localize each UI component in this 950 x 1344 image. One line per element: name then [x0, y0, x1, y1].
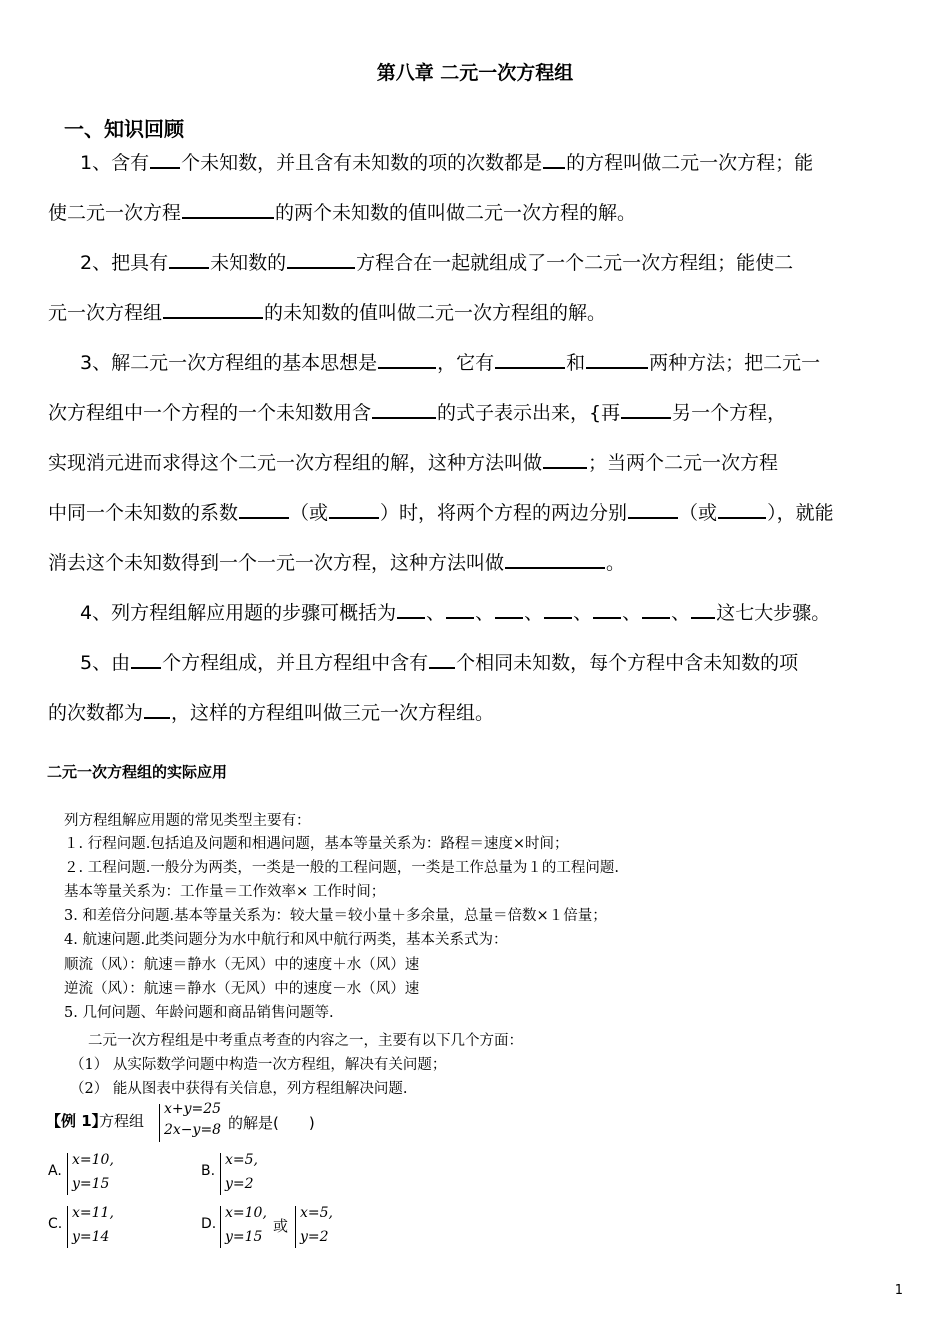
option-d-brace-2: [295, 1206, 296, 1248]
blank[interactable]: [495, 600, 523, 619]
system-equation-2: 2x−y=8: [164, 1122, 222, 1138]
option-c-y: y=14: [72, 1229, 110, 1245]
app-line: （1） 从实际数学问题中构造一次方程组，解决有关问题；: [70, 1057, 447, 1073]
blank[interactable]: [144, 700, 170, 719]
example-suffix: 的解是( ): [228, 1114, 315, 1132]
blank[interactable]: [543, 150, 565, 169]
option-b-x: x=5,: [225, 1152, 258, 1168]
blank[interactable]: [446, 600, 474, 619]
question-2-line-2: 元一次方程组 的未知数的值叫做二元一次方程组的解。: [48, 302, 607, 324]
blank[interactable]: [718, 500, 766, 519]
blank[interactable]: [505, 550, 605, 569]
blank[interactable]: [163, 300, 263, 319]
blank[interactable]: [544, 600, 572, 619]
blank[interactable]: [169, 250, 209, 269]
blank[interactable]: [586, 350, 648, 369]
blank[interactable]: [182, 200, 274, 219]
app-line: 逆流（风）：航速＝静水（无风）中的速度－水（风）速: [64, 981, 420, 997]
blank[interactable]: [239, 500, 289, 519]
question-3-line-2: 次方程组中一个方程的一个未知数用含 的式子表示出来，{再 另一个方程，: [48, 402, 787, 424]
option-d-or: 或: [273, 1217, 289, 1235]
option-b-brace: [220, 1153, 221, 1195]
question-3-line-5: 消去这个未知数得到一个一元一次方程，这种方法叫做 。: [48, 552, 626, 574]
app-line: 4. 航速问题.此类问题分为水中航行和风中航行两类，基本关系式为：: [64, 932, 508, 948]
option-b-y: y=2: [225, 1176, 254, 1192]
option-d-brace: [220, 1206, 221, 1248]
app-line: 二元一次方程组是中考重点考查的内容之一，主要有以下几个方面：: [88, 1033, 523, 1049]
page-number: 1: [894, 1283, 903, 1298]
option-d-y2: y=2: [300, 1229, 329, 1245]
app-line: 列方程组解应用题的常见类型主要有：: [64, 813, 311, 829]
question-3-line-3: 实现消元进而求得这个二元一次方程组的解，这种方法叫做 ；当两个二元一次方程: [48, 452, 779, 474]
page-title: 第八章 二元一次方程组: [376, 62, 574, 84]
option-d-x: x=10,: [225, 1205, 267, 1221]
blank[interactable]: [131, 650, 161, 669]
app-line: １. 行程问题.包括追及问题和相遇问题，基本等量关系为：路程＝速度×时间；: [64, 836, 569, 852]
section-heading-application: 二元一次方程组的实际应用: [47, 763, 228, 781]
question-1-line-1: 1、含有 个未知数，并且含有未知数的项的次数都是 的方程叫做二元一次方程；能: [80, 152, 814, 174]
option-d-y: y=15: [225, 1229, 263, 1245]
app-line: 顺流（风）：航速＝静水（无风）中的速度＋水（风）速: [64, 957, 420, 973]
app-line: 基本等量关系为：工作量＝工作效率× 工作时间；: [64, 884, 386, 900]
app-line: 5. 几何问题、年龄问题和商品销售问题等.: [64, 1005, 334, 1021]
blank[interactable]: [329, 500, 379, 519]
app-line: 3. 和差倍分问题.基本等量关系为：较大量＝较小量＋多余量，总量＝倍数×１倍量；: [64, 908, 607, 924]
option-c-x: x=11,: [72, 1205, 114, 1221]
option-d-x2: x=5,: [300, 1205, 333, 1221]
option-c-letter[interactable]: C.: [48, 1216, 63, 1232]
option-a-brace: [67, 1153, 68, 1195]
option-a-y: y=15: [72, 1176, 110, 1192]
blank[interactable]: [628, 500, 678, 519]
option-a-letter[interactable]: A.: [48, 1163, 62, 1179]
section-heading-review: 一、知识回顾: [64, 117, 184, 141]
question-1-line-2: 使二元一次方程 的两个未知数的值叫做二元一次方程的解。: [48, 202, 637, 224]
blank[interactable]: [287, 250, 355, 269]
blank[interactable]: [397, 600, 425, 619]
blank[interactable]: [691, 600, 715, 619]
system-brace: [159, 1104, 160, 1142]
app-line: （2） 能从图表中获得有关信息，列方程组解决问题.: [70, 1081, 408, 1097]
blank[interactable]: [543, 450, 587, 469]
example-prefix: 方程组: [99, 1112, 145, 1130]
question-5-line-1: 5、由 个方程组成，并且方程组中含有 个相同未知数，每个方程中含未知数的项: [80, 652, 799, 674]
option-c-brace: [67, 1206, 68, 1248]
app-line: ２. 工程问题.一般分为两类，一类是一般的工程问题，一类是工作总量为１的工程问题.: [64, 860, 619, 876]
question-2-line-1: 2、把具有 未知数的 方程合在一起就组成了一个二元一次方程组；能使二: [80, 252, 794, 274]
question-5-line-2: 的次数都为 ，这样的方程组叫做三元一次方程组。: [48, 702, 495, 724]
question-3-line-1: 3、解二元一次方程组的基本思想是 ，它有 和 两种方法；把二元一: [80, 352, 821, 374]
blank[interactable]: [372, 400, 436, 419]
blank[interactable]: [150, 150, 180, 169]
example-label: 【例 1】: [46, 1112, 107, 1130]
blank[interactable]: [429, 650, 455, 669]
blank[interactable]: [593, 600, 621, 619]
system-equation-1: x+y=25: [164, 1101, 222, 1117]
blank[interactable]: [495, 350, 565, 369]
question-4: 4、列方程组解应用题的步骤可概括为 、 、 、 、 、 、 这七大步骤。: [80, 602, 831, 624]
question-3-line-4: 中同一个未知数的系数 （或 ）时，将两个方程的两边分别 （或 ），就能: [48, 502, 834, 524]
blank[interactable]: [642, 600, 670, 619]
option-b-letter[interactable]: B.: [201, 1163, 216, 1179]
blank[interactable]: [621, 400, 671, 419]
blank[interactable]: [378, 350, 436, 369]
option-a-x: x=10,: [72, 1152, 114, 1168]
option-d-letter[interactable]: D.: [201, 1216, 217, 1232]
